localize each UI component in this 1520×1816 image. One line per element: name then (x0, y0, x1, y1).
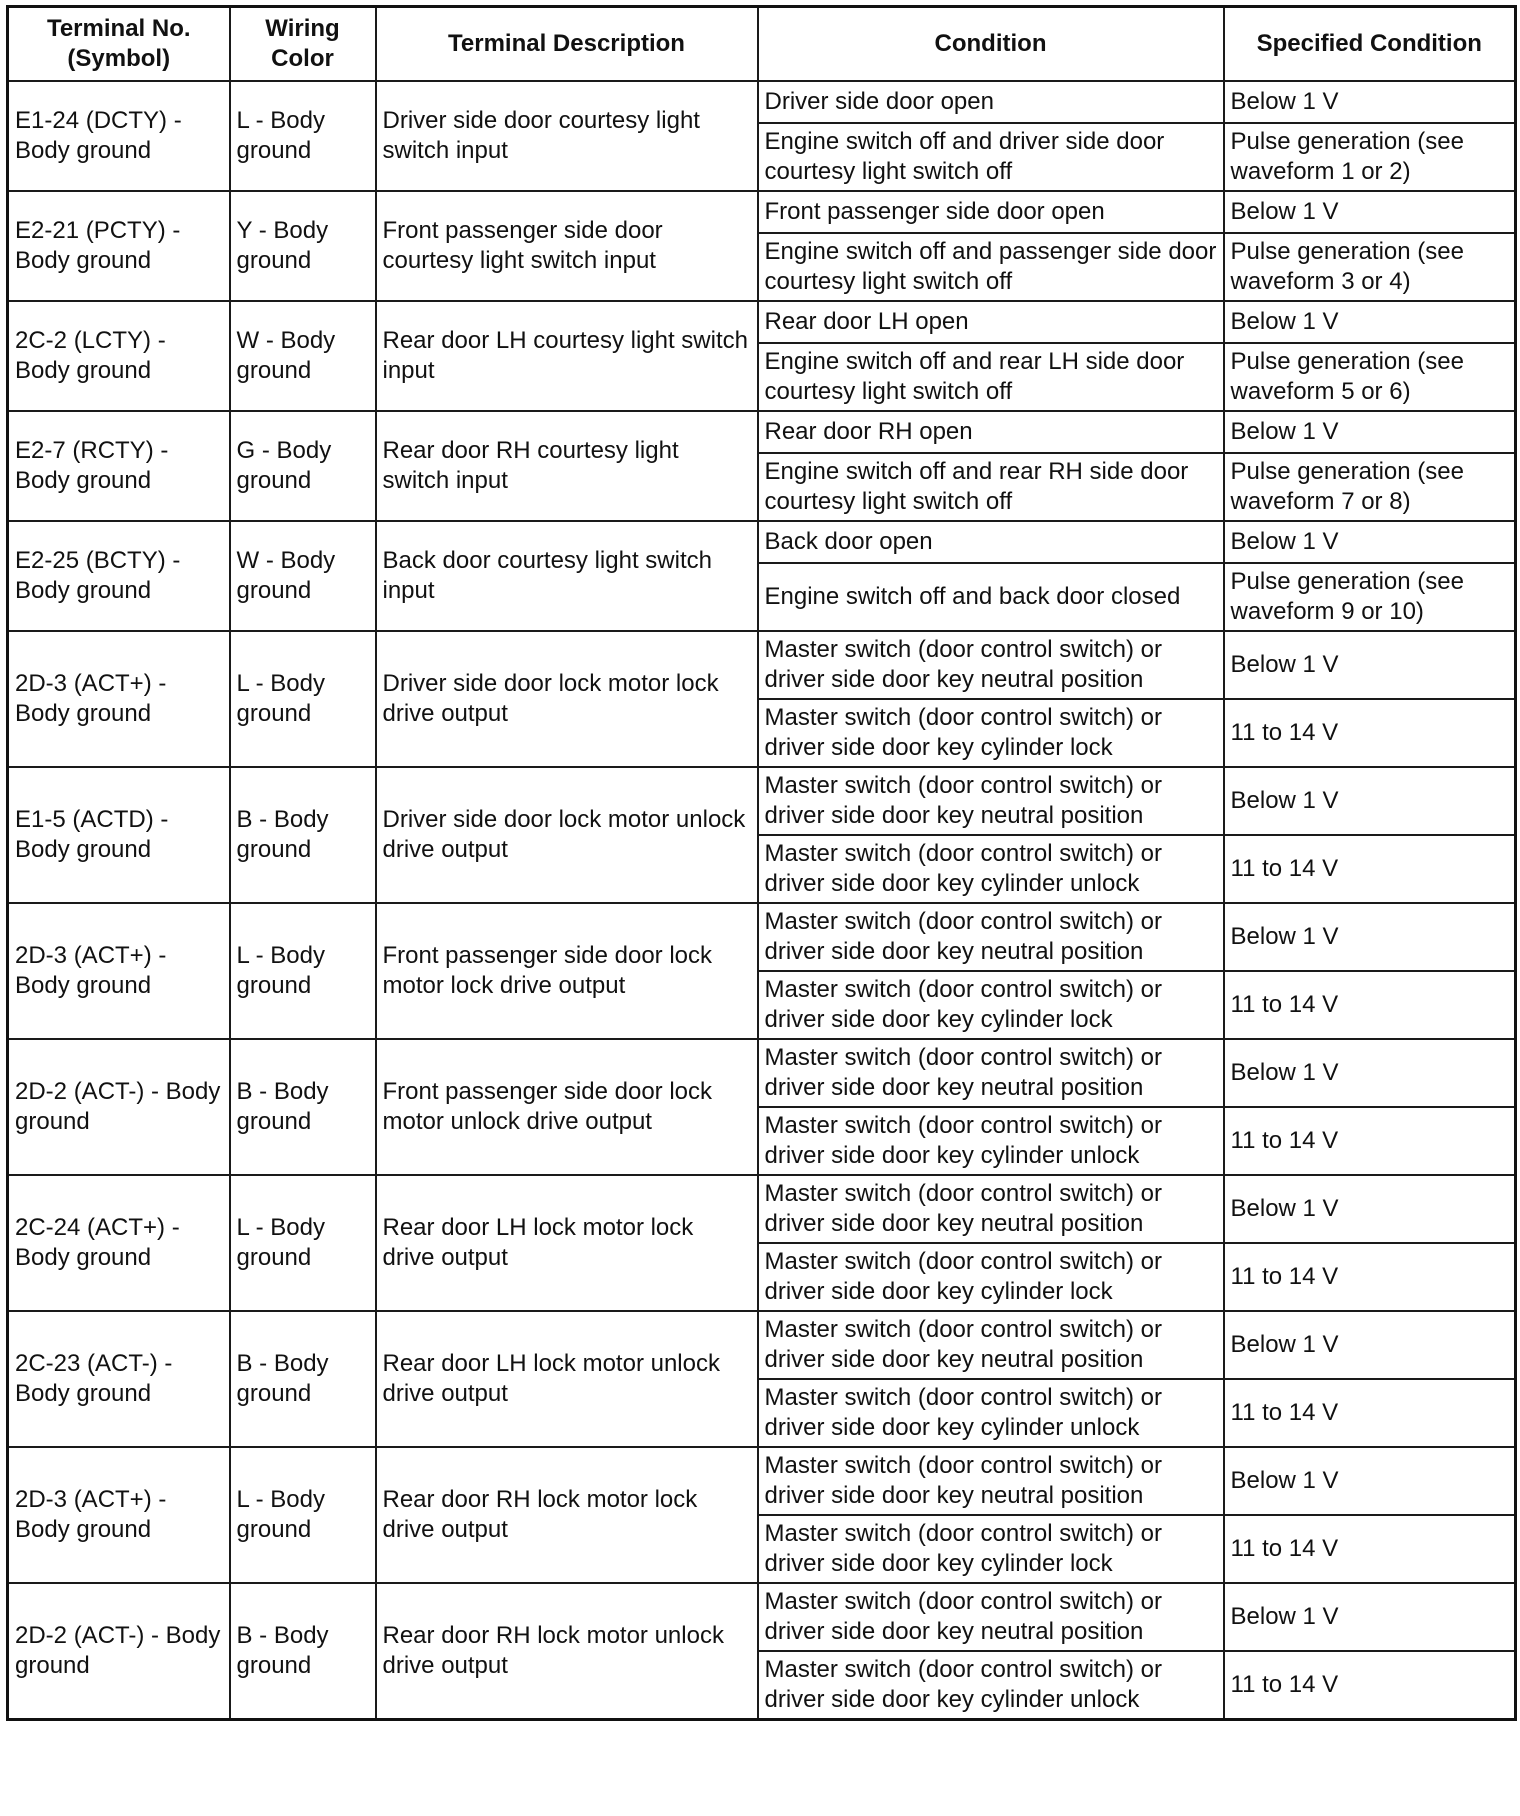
specified-cell: 11 to 14 V (1224, 1107, 1516, 1175)
table-row (8, 521, 1516, 563)
condition-cell: Master switch (door control switch) or driver side door key cylinder lock (758, 1243, 1224, 1311)
table-row (8, 1175, 1516, 1243)
table-row (8, 1447, 1516, 1515)
description-cell: Driver side door lock motor lock drive output (376, 631, 758, 767)
condition-cell: Master switch (door control switch) or driver side door key neutral position (758, 1447, 1224, 1515)
wiring-cell: B - Body ground (230, 1039, 376, 1175)
description-cell: Back door courtesy light switch input (376, 521, 758, 631)
specified-cell: 11 to 14 V (1224, 835, 1516, 903)
specified-cell: Pulse generation (see waveform 1 or 2) (1224, 123, 1516, 191)
terminal-cell: 2D-3 (ACT+) - Body ground (8, 903, 230, 1039)
table-row (8, 903, 1516, 971)
specified-cell: 11 to 14 V (1224, 971, 1516, 1039)
condition-cell: Rear door LH open (758, 301, 1224, 343)
table-row (8, 191, 1516, 233)
header-wiring: Wiring Color (230, 7, 376, 82)
specified-cell: Below 1 V (1224, 81, 1516, 123)
condition-cell: Master switch (door control switch) or driver side door key cylinder unlock (758, 835, 1224, 903)
specified-cell: Below 1 V (1224, 301, 1516, 343)
condition-cell: Rear door RH open (758, 411, 1224, 453)
specified-cell: Below 1 V (1224, 411, 1516, 453)
table-row (8, 1039, 1516, 1107)
specified-cell: Below 1 V (1224, 191, 1516, 233)
specified-cell: 11 to 14 V (1224, 1515, 1516, 1583)
table-row (8, 81, 1516, 123)
specified-cell: Pulse generation (see waveform 7 or 8) (1224, 453, 1516, 521)
condition-cell: Master switch (door control switch) or driver side door key neutral position (758, 767, 1224, 835)
terminal-cell: 2C-2 (LCTY) - Body ground (8, 301, 230, 411)
condition-cell: Master switch (door control switch) or driver side door key cylinder unlock (758, 1651, 1224, 1720)
specified-cell: Below 1 V (1224, 1175, 1516, 1243)
specified-cell: 11 to 14 V (1224, 1243, 1516, 1311)
specified-cell: Pulse generation (see waveform 3 or 4) (1224, 233, 1516, 301)
table-row (8, 301, 1516, 343)
specified-cell: Below 1 V (1224, 767, 1516, 835)
specified-cell: Pulse generation (see waveform 9 or 10) (1224, 563, 1516, 631)
terminal-cell: 2C-24 (ACT+) - Body ground (8, 1175, 230, 1311)
wiring-cell: B - Body ground (230, 767, 376, 903)
condition-cell: Master switch (door control switch) or driver side door key cylinder lock (758, 971, 1224, 1039)
terminal-cell: E1-5 (ACTD) - Body ground (8, 767, 230, 903)
description-cell: Rear door LH lock motor unlock drive output (376, 1311, 758, 1447)
specified-cell: Below 1 V (1224, 1447, 1516, 1515)
terminal-cell: 2D-3 (ACT+) - Body ground (8, 1447, 230, 1583)
condition-cell: Master switch (door control switch) or driver side door key cylinder lock (758, 1515, 1224, 1583)
condition-cell: Master switch (door control switch) or driver side door key neutral position (758, 1039, 1224, 1107)
table-row (8, 631, 1516, 699)
terminal-cell: E1-24 (DCTY) - Body ground (8, 81, 230, 191)
terminal-cell: 2D-3 (ACT+) - Body ground (8, 631, 230, 767)
terminal-cell: 2D-2 (ACT-) - Body ground (8, 1039, 230, 1175)
header-specified: Specified Condition (1224, 7, 1516, 82)
condition-cell: Master switch (door control switch) or driver side door key neutral position (758, 631, 1224, 699)
specified-cell: 11 to 14 V (1224, 1651, 1516, 1720)
wiring-cell: W - Body ground (230, 301, 376, 411)
wiring-cell: W - Body ground (230, 521, 376, 631)
specified-cell: Below 1 V (1224, 631, 1516, 699)
header-row (8, 7, 1516, 82)
description-cell: Rear door RH lock motor lock drive output (376, 1447, 758, 1583)
wiring-cell: G - Body ground (230, 411, 376, 521)
header-condition: Condition (758, 7, 1224, 82)
description-cell: Driver side door courtesy light switch input (376, 81, 758, 191)
description-cell: Front passenger side door courtesy light switch input (376, 191, 758, 301)
condition-cell: Master switch (door control switch) or driver side door key neutral position (758, 903, 1224, 971)
table-row (8, 1311, 1516, 1379)
description-cell: Rear door RH courtesy light switch input (376, 411, 758, 521)
wiring-cell: B - Body ground (230, 1311, 376, 1447)
condition-cell: Engine switch off and driver side door courtesy light switch off (758, 123, 1224, 191)
wiring-cell: L - Body ground (230, 631, 376, 767)
description-cell: Rear door LH lock motor lock drive output (376, 1175, 758, 1311)
wiring-cell: B - Body ground (230, 1583, 376, 1720)
specified-cell: Below 1 V (1224, 521, 1516, 563)
header-terminal: Terminal No. (Symbol) (8, 7, 230, 82)
terminal-table (6, 5, 1517, 1721)
terminal-cell: 2C-23 (ACT-) - Body ground (8, 1311, 230, 1447)
specified-cell: Below 1 V (1224, 903, 1516, 971)
specified-cell: Below 1 V (1224, 1583, 1516, 1651)
description-cell: Front passenger side door lock motor lock drive output (376, 903, 758, 1039)
condition-cell: Engine switch off and back door closed (758, 563, 1224, 631)
terminal-cell: E2-21 (PCTY) - Body ground (8, 191, 230, 301)
wiring-cell: L - Body ground (230, 81, 376, 191)
table-row (8, 1583, 1516, 1651)
table-row (8, 767, 1516, 835)
condition-cell: Driver side door open (758, 81, 1224, 123)
wiring-cell: L - Body ground (230, 1447, 376, 1583)
specified-cell: Below 1 V (1224, 1311, 1516, 1379)
specified-cell: 11 to 14 V (1224, 1379, 1516, 1447)
wiring-cell: Y - Body ground (230, 191, 376, 301)
description-cell: Rear door LH courtesy light switch input (376, 301, 758, 411)
specified-cell: 11 to 14 V (1224, 699, 1516, 767)
wiring-cell: L - Body ground (230, 1175, 376, 1311)
table-row (8, 411, 1516, 453)
description-cell: Front passenger side door lock motor unlock drive output (376, 1039, 758, 1175)
terminal-cell: 2D-2 (ACT-) - Body ground (8, 1583, 230, 1720)
condition-cell: Master switch (door control switch) or driver side door key cylinder unlock (758, 1379, 1224, 1447)
condition-cell: Front passenger side door open (758, 191, 1224, 233)
specified-cell: Pulse generation (see waveform 5 or 6) (1224, 343, 1516, 411)
specified-cell: Below 1 V (1224, 1039, 1516, 1107)
condition-cell: Master switch (door control switch) or driver side door key cylinder lock (758, 699, 1224, 767)
wiring-cell: L - Body ground (230, 903, 376, 1039)
condition-cell: Back door open (758, 521, 1224, 563)
condition-cell: Master switch (door control switch) or driver side door key neutral position (758, 1311, 1224, 1379)
description-cell: Rear door RH lock motor unlock drive output (376, 1583, 758, 1720)
condition-cell: Master switch (door control switch) or driver side door key neutral position (758, 1583, 1224, 1651)
header-description: Terminal Description (376, 7, 758, 82)
table-body (8, 81, 1516, 1720)
terminal-cell: E2-25 (BCTY) - Body ground (8, 521, 230, 631)
condition-cell: Engine switch off and rear LH side door courtesy light switch off (758, 343, 1224, 411)
terminal-table-sheet (6, 5, 1517, 1721)
terminal-cell: E2-7 (RCTY) - Body ground (8, 411, 230, 521)
condition-cell: Master switch (door control switch) or driver side door key cylinder unlock (758, 1107, 1224, 1175)
condition-cell: Engine switch off and passenger side door courtesy light switch off (758, 233, 1224, 301)
description-cell: Driver side door lock motor unlock drive output (376, 767, 758, 903)
condition-cell: Engine switch off and rear RH side door courtesy light switch off (758, 453, 1224, 521)
condition-cell: Master switch (door control switch) or driver side door key neutral position (758, 1175, 1224, 1243)
